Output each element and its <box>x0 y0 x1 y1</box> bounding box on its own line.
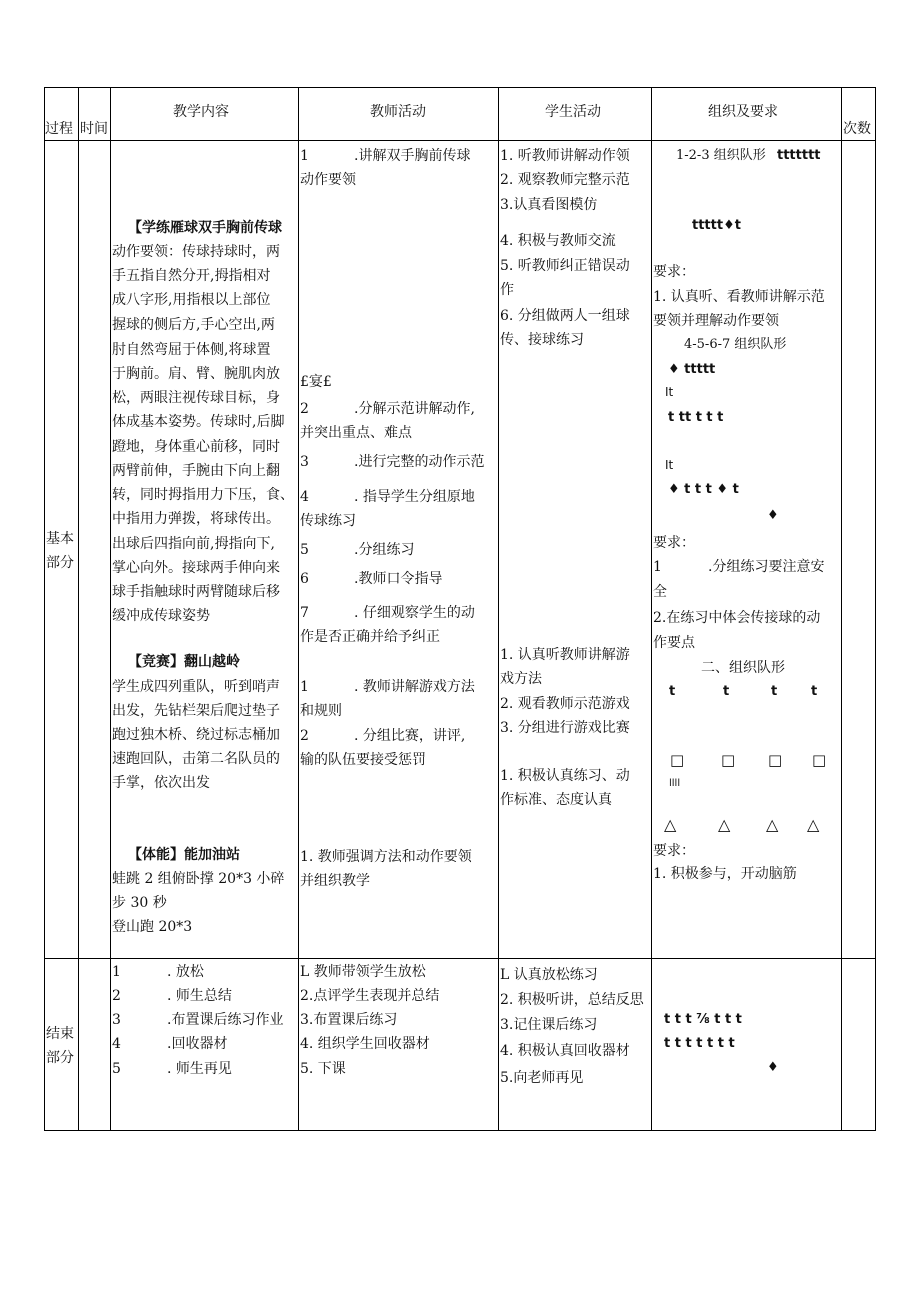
col-border-4 <box>498 87 499 1131</box>
content-line: 成八字形,用指根以上部位 <box>112 292 271 308</box>
teacher-item: .分组练习 <box>354 542 415 558</box>
end-formation-row3: ♦ <box>767 1060 779 1075</box>
teacher-item-num: 3 <box>300 454 309 470</box>
teacher-item-num: 2 <box>300 728 309 744</box>
end-content-item: . 放松 <box>167 964 204 980</box>
content-line: 【竞赛】翻山越岭 <box>128 654 240 670</box>
end-teacher-item: 2.点评学生表现并总结 <box>300 988 440 1004</box>
formation-2-it: It <box>665 385 674 399</box>
formation-3-marks: llll <box>669 778 681 789</box>
end-content-num: 3 <box>112 1012 121 1028</box>
table-top-border <box>44 87 876 88</box>
teacher-item: £宴£ <box>300 374 332 390</box>
formation-3-triangle: △ <box>664 815 677 834</box>
requirement-item: 2.在练习中体会传接球的动 <box>653 610 821 626</box>
header-teacher: 教师活动 <box>370 104 426 120</box>
teacher-item: . 仔细观察学生的动 <box>354 605 475 621</box>
teacher-item: 和规则 <box>300 703 342 719</box>
content-line: 手五指自然分开,拇指相对 <box>112 268 271 284</box>
formation-2-row2: t tt t t t <box>668 410 724 425</box>
section-divider <box>44 958 876 959</box>
teacher-item: .分解示范讲解动作, <box>354 401 475 417</box>
end-content-item: .布置课后练习作业 <box>167 1012 284 1028</box>
end-student-item: 3.记住课后练习 <box>500 1017 598 1033</box>
header-student: 学生活动 <box>545 104 601 120</box>
student-item: 5. 听教师纠正错误动 <box>500 258 630 274</box>
formation-3-triangle: △ <box>807 815 820 834</box>
formation-2-label: 4-5-6-7 组织队形 <box>684 337 787 352</box>
requirement-item: 1. 认真听、看教师讲解示范 <box>653 289 825 305</box>
end-formation-row2: t t t t t t t <box>664 1036 735 1051</box>
content-line: 动作要领：传球持球时，两 <box>112 244 280 260</box>
header-content: 教学内容 <box>173 104 229 120</box>
teacher-item: .教师口令指导 <box>354 571 443 587</box>
end-teacher-item: 3.布置课后练习 <box>300 1012 398 1028</box>
end-content-num: 5 <box>112 1061 121 1077</box>
teacher-item: 传球练习 <box>300 513 356 529</box>
content-line: 【体能】能加油站 <box>128 847 240 863</box>
col-border-0 <box>44 87 45 1131</box>
content-line: 松，两眼注视传球目标，身 <box>112 390 280 406</box>
student-item: 2. 观看教师示范游戏 <box>500 696 630 712</box>
content-line: 缓冲成传球姿势 <box>112 608 210 624</box>
student-item: 作 <box>500 282 514 298</box>
formation-3-triangle: △ <box>718 815 731 834</box>
formation-3-t: t <box>669 684 676 699</box>
teacher-item-num: 1 <box>300 679 309 695</box>
requirement-title: 要求： <box>653 264 695 280</box>
col-border-5 <box>651 87 652 1131</box>
end-student-item: 4. 积极认真回收器材 <box>500 1043 630 1059</box>
requirement-title: 要求： <box>653 843 695 859</box>
teacher-item: 动作要领 <box>300 172 356 188</box>
end-content-num: 4 <box>112 1036 121 1052</box>
end-content-num: 1 <box>112 964 121 980</box>
formation-3-box: □ <box>812 751 827 769</box>
student-item: 6. 分组做两人一组球 <box>500 308 630 324</box>
end-student-item: 2. 积极听讲，总结反思 <box>500 992 644 1008</box>
col-border-2 <box>110 87 111 1131</box>
end-formation-row1: t t t ⅞ t t t <box>664 1012 742 1027</box>
header-time: 时间 <box>80 121 108 137</box>
content-line: 蹬地，身体重心前移，同时 <box>112 439 280 455</box>
formation-3-label: 二、组织队形 <box>701 660 785 676</box>
formation-3-box: □ <box>721 751 736 769</box>
header-count: 次数 <box>843 121 871 137</box>
content-line: 跑过独木桥、绕过标志桶加 <box>112 727 280 743</box>
student-item: 3. 分组进行游戏比赛 <box>500 720 630 736</box>
formation-2-it: It <box>665 458 674 472</box>
teacher-item: .进行完整的动作示范 <box>354 454 485 470</box>
end-label-a: 结束 <box>46 1026 74 1042</box>
teacher-item-num: 1 <box>300 148 309 164</box>
teacher-item: . 教师讲解游戏方法 <box>354 679 475 695</box>
basic-label-a: 基本 <box>46 531 74 547</box>
end-teacher-item: 4. 组织学生回收器材 <box>300 1036 430 1052</box>
formation-1-label: 1-2-3 组织队形 <box>676 148 766 163</box>
teacher-item-num: 4 <box>300 489 309 505</box>
header-org: 组织及要求 <box>708 104 778 120</box>
student-item: 4. 积极与教师交流 <box>500 233 616 249</box>
formation-2-row1: ♦ ttttt <box>668 362 716 377</box>
content-line: 登山跑 20*3 <box>112 919 193 935</box>
requirement-title: 要求： <box>653 535 695 551</box>
student-item: 戏方法 <box>500 671 542 687</box>
content-line: 出球后四指向前,拇指向下, <box>112 536 275 552</box>
teacher-item-num: 5 <box>300 542 309 558</box>
end-student-item: 5.向老师再见 <box>500 1070 584 1086</box>
end-content-item: . 师生总结 <box>167 988 232 1004</box>
teacher-item-num: 6 <box>300 571 309 587</box>
end-content-item: . 师生再见 <box>167 1061 232 1077</box>
requirement-item: 1. 积极参与，开动脑筋 <box>653 866 797 882</box>
end-content-num: 2 <box>112 988 121 1004</box>
formation-2-row4: ♦ <box>767 508 779 523</box>
header-bottom-border <box>44 140 876 141</box>
content-line: 转，同时拇指用力下压，食、 <box>112 487 294 503</box>
basic-label-b: 部分 <box>46 555 74 571</box>
teacher-item: 1. 教师强调方法和动作要领 <box>300 849 472 865</box>
col-border-3 <box>298 87 299 1131</box>
content-line: 握球的侧后方,手心空出,两 <box>112 317 275 333</box>
formation-3-triangle: △ <box>766 815 779 834</box>
header-process: 过程 <box>45 121 73 137</box>
content-line: 蛙跳 2 组俯卧撑 20*3 小碎 <box>112 871 285 887</box>
end-content-item: .回收器材 <box>167 1036 228 1052</box>
col-border-1 <box>78 87 79 1131</box>
requirement-item-num: 1 <box>653 559 662 575</box>
formation-2-row3: ♦ t t t ♦ t <box>668 482 739 497</box>
teacher-item: 并组织教学 <box>300 873 370 889</box>
content-line: 【学练雁球双手胸前传球 <box>128 220 282 236</box>
table-bottom-border <box>44 1130 876 1131</box>
requirement-item: 要领并理解动作要领 <box>653 313 779 329</box>
teacher-item: 作是否正确并给予纠正 <box>300 629 440 645</box>
student-item: 1. 积极认真练习、动 <box>500 768 630 784</box>
col-border-7 <box>875 87 876 1131</box>
formation-3-box: □ <box>670 751 685 769</box>
student-item: 传、接球练习 <box>500 332 584 348</box>
content-line: 步 30 秒 <box>112 895 167 911</box>
content-line: 于胸前。肩、臂、腕肌肉放 <box>112 366 280 382</box>
formation-3-t: t <box>811 684 818 699</box>
content-line: 学生成四列重队，听到哨声 <box>112 679 280 695</box>
student-item: 1. 认真听教师讲解游 <box>500 647 630 663</box>
content-line: 掌心向外。接球两手伸向来 <box>112 560 280 576</box>
formation-3-box: □ <box>768 751 783 769</box>
end-teacher-item: L 教师带领学生放松 <box>300 964 426 980</box>
requirement-item: 全 <box>653 584 667 600</box>
content-line: 体成基本姿势。传球时,后脚 <box>112 414 285 430</box>
student-item: 3.认真看图模仿 <box>500 197 598 213</box>
teacher-item: 输的队伍要接受惩罚 <box>300 752 426 768</box>
content-line: 肘自然弯屈于体侧,将球置 <box>112 342 271 358</box>
content-line: 速跑回队，击第二名队员的 <box>112 751 280 767</box>
formation-3-t: t <box>771 684 778 699</box>
student-item: 1. 听教师讲解动作领 <box>500 148 630 164</box>
teacher-item: . 指导学生分组原地 <box>354 489 475 505</box>
content-line: 两臂前伸，手腕由下向上翻 <box>112 463 280 479</box>
formation-3-t: t <box>723 684 730 699</box>
student-item: 作标准、态度认真 <box>500 792 612 808</box>
end-student-item: L 认真放松练习 <box>500 967 598 983</box>
content-line: 手掌，依次出发 <box>112 775 210 791</box>
teacher-item: . 分组比赛，讲评, <box>354 728 466 744</box>
content-line: 中指用力弹拨，将球传出。 <box>112 511 280 527</box>
col-border-6 <box>841 87 842 1131</box>
teacher-item-num: 7 <box>300 605 309 621</box>
formation-1-symbols: ttttttt <box>777 148 821 163</box>
teacher-item: 并突出重点、难点 <box>300 425 412 441</box>
requirement-item: .分组练习要注意安 <box>708 559 825 575</box>
content-line: 出发，先钻栏架后爬过垫子 <box>112 703 280 719</box>
formation-1-row2: ttttt♦t <box>692 218 741 233</box>
content-line: 球手指触球时两臂随球后移 <box>112 584 280 600</box>
end-teacher-item: 5. 下课 <box>300 1061 346 1077</box>
teacher-item-num: 2 <box>300 401 309 417</box>
end-label-b: 部分 <box>46 1050 74 1066</box>
requirement-item: 作要点 <box>653 635 695 651</box>
teacher-item: .讲解双手胸前传球 <box>354 148 471 164</box>
student-item: 2. 观察教师完整示范 <box>500 172 630 188</box>
